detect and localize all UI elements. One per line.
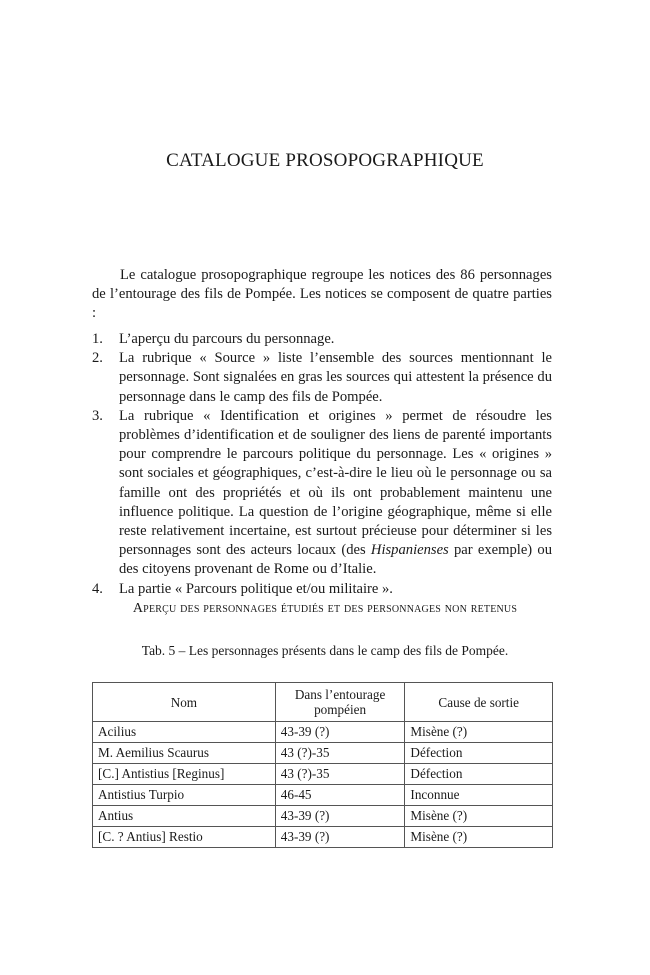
cell-cause: Misène (?) [405,806,553,827]
cell-entourage: 43-39 (?) [275,806,405,827]
list-item [92,580,552,599]
cell-entourage: 43-39 (?) [275,827,405,848]
cell-entourage: 43 (?)-35 [275,743,405,764]
cell-entourage: 43-39 (?) [275,722,405,743]
table-row [93,722,553,743]
cell-cause: Défection [405,743,553,764]
list-item [92,349,552,407]
cell-entourage: 43 (?)-35 [275,764,405,785]
list-item-text: L’aperçu du parcours du personnage. [119,331,335,347]
intro-paragraph: Le catalogue prosopographique regroupe les notices des 86 personnages de l’entourage des fils de Pompée. Les notices se composent de quatre parties : [92,267,552,322]
list-number: 3. [92,407,103,424]
table-caption: Tab. 5 – Les personnages présents dans le camp des fils de Pompée. [141,643,509,658]
cell-entourage: 46-45 [275,785,405,806]
table-row [93,743,553,764]
table-row [93,806,553,827]
cell-cause: Misène (?) [405,827,553,848]
parts-list [92,330,552,599]
column-header-entourage: Dans l’entourage pompéien [275,683,405,722]
column-header-nom: Nom [93,683,276,722]
list-item-text: La rubrique « Source » liste l’ensemble des sources mentionnant le personnage. Sont signalées en gras les sources qui attestent la présence du personnage dans le camp des fils de Pompée. [119,350,552,405]
list-item-text: La partie « Parcours politique et/ou militaire ». [119,580,393,597]
list-number: 2. [92,350,103,367]
list-number: 1. [92,331,103,347]
table-row [93,785,553,806]
cell-nom: Antistius Turpio [93,785,276,806]
cell-nom: [C.] Antistius [Reginus] [93,764,276,785]
list-item-text-before: La rubrique « Identification et origines » permet de résoudre les problèmes d’identification et de souligner des liens de parenté importants pour comprendre le parcours politique du personnage. Les « origines » sont sociales et géographiques, c’est-à-dire le lieu où le personnage ou sa famille ont des propriétés et où ils ont probablement maintenu une influence politique. La question de l’origine géographique, même si elle reste relativement incertaine, est surtout précieuse pour déterminer si les personnages sont des acteurs locaux (des [119,407,552,559]
table-header-row [93,683,553,722]
list-item [92,330,552,349]
table-row [93,827,553,848]
cell-nom: Acilius [93,722,276,743]
table-row [93,764,553,785]
list-item-text-after: par exemple) ou des citoyens provenant de Rome ou d’Italie. [119,542,552,578]
page-title: CATALOGUE PROSOPOGRAPHIQUE [166,150,484,171]
column-header-cause: Cause de sortie [405,683,553,722]
cell-cause: Inconnue [405,785,553,806]
list-item-text [119,408,552,578]
cell-nom: [C. ? Antius] Restio [93,827,276,848]
section-heading: Aperçu des personnages étudiés et des personnages non retenus [132,601,518,616]
cell-cause: Défection [405,764,553,785]
cell-nom: Antius [93,806,276,827]
italic-term: Hispanienses [370,542,449,559]
list-number: 4. [92,580,103,597]
list-item [92,407,552,580]
persons-table [92,682,553,848]
cell-nom: M. Aemilius Scaurus [93,743,276,764]
cell-cause: Misène (?) [405,722,553,743]
